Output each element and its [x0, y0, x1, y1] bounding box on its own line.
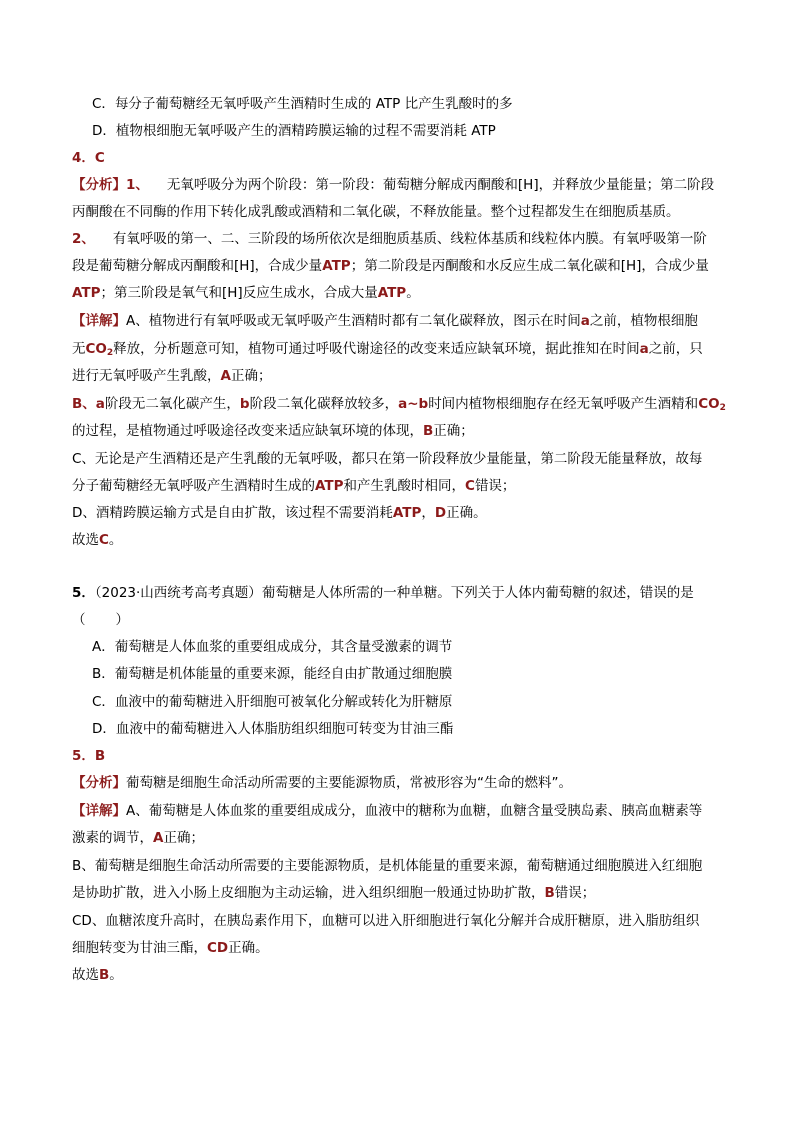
analysis-tag: 【分析】: [72, 775, 126, 791]
q4-analysis-line5: [72, 284, 420, 302]
analysis-item-number: 1、: [126, 177, 149, 193]
text-span: 是协助扩散，进入小肠上皮细胞为主动运输，进入组织细胞一般通过协助扩散，: [72, 885, 545, 901]
analysis-text: 葡萄糖是细胞生命活动所需要的主要能源物质，常被形容为“生命的燃料”。: [126, 775, 572, 791]
text-span: 进行无氧呼吸产生乳酸，: [72, 368, 221, 384]
text-span: ；第三阶段是氧气和[H]反应生成水，合成大量: [100, 285, 378, 301]
term: a: [639, 341, 649, 357]
term: B: [544, 885, 555, 901]
option-text: 葡萄糖是人体血浆的重要组成成分，其含量受激素的调节: [114, 639, 453, 655]
option-text: 葡萄糖是机体能量的重要来源，能经自由扩散通过细胞膜: [114, 666, 453, 682]
question-stem: 葡萄糖是人体所需的一种单糖。下列关于人体内葡萄糖的叙述，错误的是: [261, 585, 694, 601]
text-span: 的过程，是植物通过呼吸途径改变来适应缺氧环境的体现，: [72, 423, 423, 439]
q4-detail-c-line2: [72, 477, 515, 495]
q4-detail-a-line3: [72, 367, 271, 385]
text-span: 分子葡萄糖经无氧呼吸产生酒精时生成的: [72, 478, 315, 494]
term-atp: ATP: [72, 285, 101, 301]
term: A: [153, 830, 164, 846]
q4-choose: [72, 531, 122, 549]
q5-answer: 5．B: [72, 748, 106, 764]
option-letter: B．: [92, 666, 115, 682]
q4-analysis-line1: [72, 176, 714, 194]
text-span: 正确；: [433, 423, 474, 439]
q4-answer: 4．C: [72, 150, 105, 166]
text-span: ，: [421, 505, 435, 521]
q5-stem-line1: [72, 584, 694, 602]
option-letter: C．: [92, 96, 115, 112]
term: a~b: [398, 396, 429, 412]
text-span: 细胞转变为甘油三酯，: [72, 940, 207, 956]
analysis-item-number: 2、: [72, 231, 95, 247]
q4-analysis-line3: [72, 230, 707, 248]
term-atp: ATP: [392, 505, 422, 521]
text-span: 正确；: [163, 830, 204, 846]
detail-tag: 【详解】: [72, 313, 126, 329]
q4-detail-b-line2: [72, 422, 474, 440]
q5-detail-a-line2: [72, 829, 204, 847]
text-span: 故选: [72, 532, 99, 548]
text-span: 阶段二氧化碳释放较多，: [249, 396, 399, 412]
q4-detail-d-line1: [72, 504, 487, 522]
text-span: 释放，分析题意可知，植物可通过呼吸代谢途径的改变来适应缺氧环境，据此推知在时间: [113, 341, 640, 357]
text-span: 正确。: [446, 505, 487, 521]
term-atp: ATP: [322, 258, 351, 274]
text-span: 激素的调节，: [72, 830, 153, 846]
option-text: 血液中的葡萄糖进入人体脂肪组织细胞可转变为甘油三酯: [115, 721, 454, 737]
q5-option-c: [92, 693, 452, 711]
option-letter: A．: [92, 639, 115, 655]
text-span: 之前，植物根细胞: [589, 313, 698, 329]
q5-detail-cd-line1: CD、血糖浓度升高时，在胰岛素作用下，血糖可以进入肝细胞进行氧化分解并合成肝糖原，进入脂肪组织: [72, 913, 700, 929]
term: CD: [207, 940, 229, 956]
term: b: [239, 396, 250, 412]
q4-option-c: [92, 95, 513, 113]
q5-stem-line2: [72, 611, 129, 629]
q5-detail-cd-line2: [72, 939, 269, 957]
option-letter: D．: [92, 123, 116, 139]
q4-detail-a-line1: [72, 312, 698, 330]
term: C: [99, 532, 109, 548]
text-span: 错误；: [554, 885, 596, 901]
text-span: 之前，只: [648, 341, 703, 357]
q4-detail-b-line1: [72, 395, 726, 413]
text-span: 段是葡萄糖分解成丙酮酸和[H]，合成少量: [72, 258, 323, 274]
text-span: ；第二阶段是丙酮酸和水反应生成二氧化碳和[H]，合成少量: [350, 258, 709, 274]
text-span: A、葡萄糖是人体血浆的重要组成成分，血液中的糖称为血糖，血糖含量受胰岛素、胰高血糖素等: [126, 803, 703, 819]
text-span: 时间内植物根细胞存在经无氧呼吸产生酒精和: [428, 396, 699, 412]
text-span: 无: [72, 341, 86, 357]
q4-detail-a-line2: [72, 340, 703, 358]
term-co2: CO: [698, 396, 720, 412]
text-span: 阶段无二氧化碳产生，: [104, 396, 240, 412]
q4-analysis-line4: [72, 257, 709, 275]
option-letter: C．: [92, 694, 115, 710]
term: A: [220, 368, 231, 384]
detail-tag: 【详解】: [72, 803, 126, 819]
answer-blank-open: （: [72, 612, 86, 628]
text-span: 故选: [72, 967, 99, 983]
text-span: 。: [406, 285, 420, 301]
analysis-text: 有氧呼吸的第一、二、三阶段的场所依次是细胞质基质、线粒体基质和线粒体内膜。有氧呼吸第一阶: [112, 231, 707, 247]
q5-detail-b-line1: B、葡萄糖是细胞生命活动所需要的主要能源物质，是机体能量的重要来源，葡萄糖通过细胞膜进入红细胞: [72, 858, 703, 874]
question-number: 5．: [72, 585, 95, 601]
q5-option-d: [92, 720, 453, 738]
text-span: 和产生乳酸时相同，: [343, 478, 466, 494]
q4-analysis-line2: 丙酮酸在不同酶的作用下转化成乳酸或酒精和二氧化碳，不释放能量。整个过程都发生在细胞质基质。: [72, 204, 680, 220]
text-span: 。: [109, 967, 123, 983]
analysis-text: 无氧呼吸分为两个阶段：第一阶段：葡萄糖分解成丙酮酸和[H]，并释放少量能量；第二阶段: [166, 177, 715, 193]
term-co2: CO: [85, 341, 107, 357]
q4-detail-c-line1: C、无论是产生酒精还是产生乳酸的无氧呼吸，都只在第一阶段释放少量能量，第二阶段无能量释放，故每: [72, 451, 703, 467]
subscript: 2: [719, 403, 726, 413]
term: B: [99, 967, 110, 983]
q4-option-d: [92, 122, 496, 140]
text-span: D、酒精跨膜运输方式是自由扩散，该过程不需要消耗: [72, 505, 393, 521]
term-atp: ATP: [377, 285, 407, 301]
option-letter: D．: [92, 721, 116, 737]
text-span: 正确。: [228, 940, 269, 956]
answer-blank-close: ）: [115, 612, 129, 628]
q5-detail-b-line2: [72, 884, 595, 902]
q5-detail-a-line1: [72, 802, 702, 820]
q5-choose: [72, 966, 123, 984]
text-span: 。: [108, 532, 123, 548]
text-span: 正确；: [230, 368, 272, 384]
term: a: [95, 396, 105, 412]
text-span: 错误；: [474, 478, 516, 494]
term: B: [423, 423, 434, 439]
text-span: A、植物进行有氧呼吸或无氧呼吸产生酒精时都有二氧化碳释放，图示在时间: [126, 313, 581, 329]
analysis-tag: 【分析】: [72, 177, 126, 193]
question-source: （2023·山西统考高考真题）: [94, 585, 262, 601]
q5-option-a: [92, 638, 452, 656]
option-text: 每分子葡萄糖经无氧呼吸产生酒精时生成的 ATP 比产生乳酸时的多: [114, 96, 513, 112]
term-atp: ATP: [315, 478, 344, 494]
q5-option-b: [92, 665, 452, 683]
q5-analysis: [72, 774, 572, 792]
term: a: [580, 313, 590, 329]
term: D: [434, 505, 447, 521]
subscript: 2: [106, 348, 114, 358]
term: C: [465, 478, 475, 494]
option-text: 血液中的葡萄糖进入肝细胞可被氧化分解或转化为肝糖原: [114, 694, 453, 710]
option-text: 植物根细胞无氧呼吸产生的酒精跨膜运输的过程不需要消耗 ATP: [115, 123, 496, 139]
option-marker: B、: [72, 396, 96, 412]
